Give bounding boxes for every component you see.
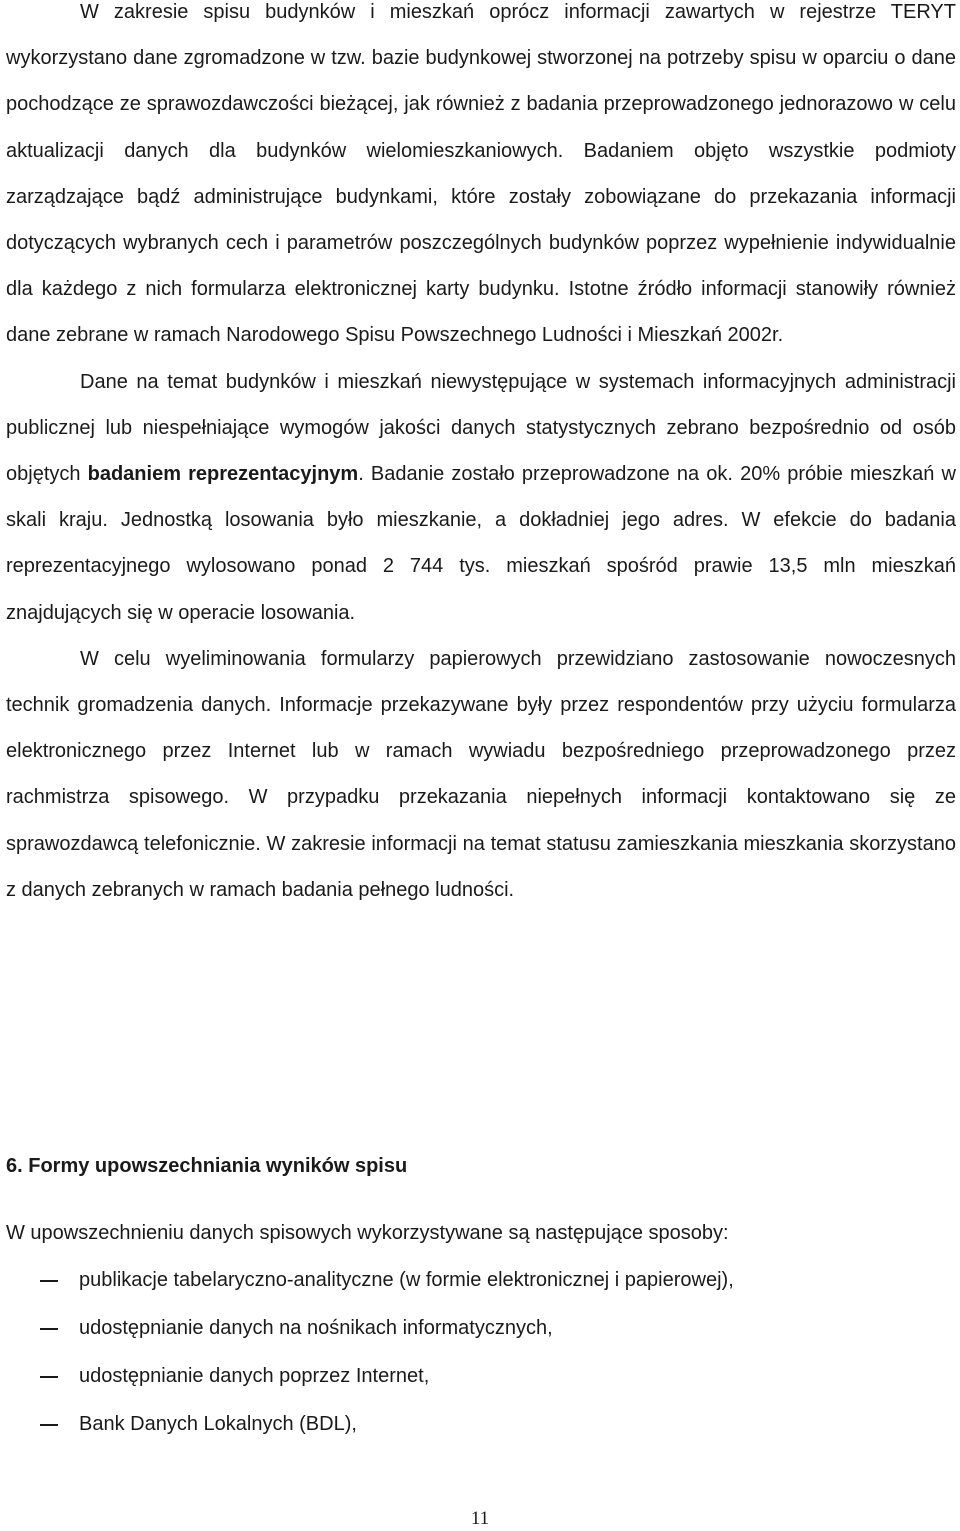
paragraph-text: . Badanie zostało przeprowadzone na ok. 20% próbie mieszkań w skali kraju. Jednostką losowania było mieszkanie, a dokładniej jego adres. W efekcie do badania reprezentacyjnego wylosowano ponad 2 744 tys. mieszkań spośród prawie 13,5 mln mieszkań znajdujących się w operacie losowania.	[6, 463, 957, 624]
dash-bullet-icon	[40, 1376, 58, 1378]
list-item	[0, 1314, 950, 1362]
list-item	[0, 1266, 950, 1314]
list-item-text: udostępnianie danych na nośnikach informatycznych,	[79, 1317, 553, 1339]
paragraph-text: Dane na temat budynków i mieszkań niewystępujące w systemach informacyjnych administracji publicznej lub niespełniające wymogów jakości danych statystycznych zebrano bezpośrednio od osób objętych	[6, 370, 956, 486]
bold-term: badaniem reprezentacyjnym	[87, 463, 359, 486]
page-number: 11	[470, 1508, 490, 1529]
list-item	[0, 1410, 950, 1458]
dissemination-methods-list	[0, 1266, 950, 1458]
paragraph-representative-survey	[6, 359, 956, 636]
paragraph-data-collection: W celu wyeliminowania formularzy papierowych przewidziano zastosowanie nowoczesnych technik gromadzenia danych. Informacje przekazywane były przez respondentów przy użyciu formularza elektronicznego przez Internet lub w ramach wywiadu bezpośredniego przeprowadzonego przez rachmistrza spisowego. W przypadku przekazania niepełnych informacji kontaktowano się ze sprawozdawcą telefonicznie. W zakresie informacji na temat statusu zamieszkania mieszkania skorzystano z danych zebranych w ramach badania pełnego ludności.	[6, 647, 956, 901]
list-item	[0, 1362, 950, 1410]
paragraph-building-survey: W zakresie spisu budynków i mieszkań oprócz informacji zawartych w rejestrze TERYT wykorzystano dane zgromadzone w tzw. bazie budynkowej stworzonej na potrzeby spisu w oparciu o dane pochodzące ze sprawozdawczości bieżącej, jak również z badania przeprowadzonego jednorazowo w celu aktualizacji danych dla budynków wielomieszkaniowych. Badaniem objęto wszystkie podmioty zarządzające bądź administrujące budynkami, które zostały zobowiązane do przekazania informacji dotyczących wybranych cech i parametrów poszczególnych budynków poprzez wypełnienie indywidualnie dla każdego z nich formularza elektronicznej karty budynku. Istotne źródło informacji stanowiły również dane zebrane w ramach Narodowego Spisu Powszechnego Ludności i Mieszkań 2002r.	[6, 1, 956, 347]
list-item-text: publikacje tabelaryczno-analityczne (w formie elektronicznej i papierowej),	[79, 1269, 734, 1291]
section-heading: 6. Formy upowszechniania wyników spisu	[6, 1155, 408, 1177]
dash-bullet-icon	[40, 1328, 58, 1330]
section-intro: W upowszechnieniu danych spisowych wykorzystywane są następujące sposoby:	[6, 1222, 729, 1244]
dash-bullet-icon	[40, 1424, 58, 1426]
dash-bullet-icon	[40, 1280, 58, 1282]
list-item-text: udostępnianie danych poprzez Internet,	[79, 1365, 430, 1387]
body-text	[6, 0, 956, 913]
list-item-text: Bank Danych Lokalnych (BDL),	[79, 1413, 357, 1435]
